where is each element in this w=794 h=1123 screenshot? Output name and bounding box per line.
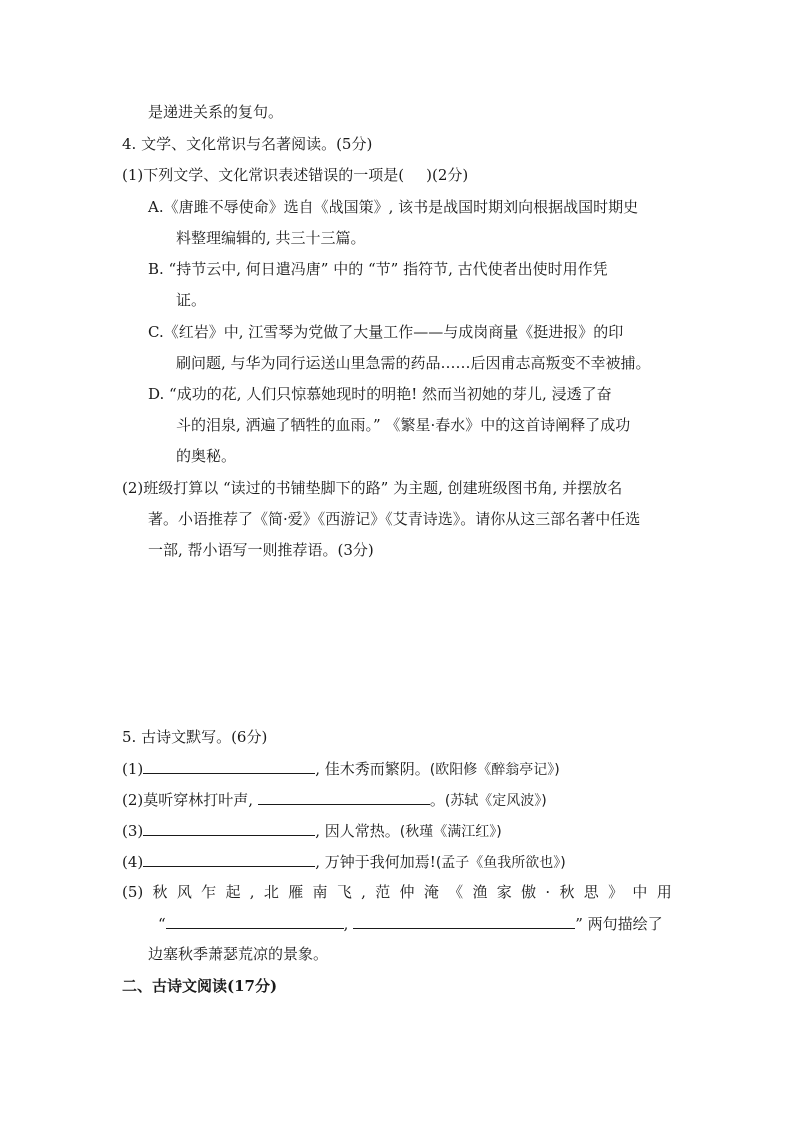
fill-blank[interactable] [143, 758, 315, 774]
char: 《 [448, 883, 464, 901]
question-4-1 [122, 165, 468, 185]
question-5-1 [122, 758, 560, 780]
option-a-line-1: A.《唐雎不辱使命》选自《战国策》, 该书是战国时期刘向根据战国时期史 [148, 198, 639, 216]
char: 思 [583, 883, 599, 901]
fill-blank[interactable] [353, 913, 575, 929]
question-5-5-line-2 [158, 913, 663, 934]
char: 淹 [423, 883, 439, 901]
question-5-5-line-3: 边塞秋季萧瑟荒凉的景象。 [148, 945, 329, 963]
char: 秋 [559, 883, 575, 901]
char: 雁 [288, 883, 304, 901]
fill-blank[interactable] [143, 820, 315, 836]
char: 北 [263, 883, 279, 901]
item-number: (1) [122, 760, 144, 778]
quote-open: “ [158, 915, 166, 933]
verse-text: (2)莫听穿林打叶声, [122, 791, 254, 809]
item-number: (4) [122, 853, 144, 871]
char: 风 [176, 883, 192, 901]
question-4-2-line-3: 一部, 帮小语写一则推荐语。(3分) [148, 541, 374, 559]
fill-blank[interactable] [166, 913, 344, 929]
char: · [545, 883, 551, 901]
question-5-4 [122, 851, 566, 873]
char: 家 [496, 883, 512, 901]
option-b-line-1: B. “持节云中, 何日遣冯唐” 中的 “节” 指符节, 古代使者出使时用作凭 [148, 260, 608, 278]
char: 南 [312, 883, 328, 901]
verse-text: , 因人常热。 [315, 822, 400, 840]
char: 渔 [472, 883, 488, 901]
option-c-line-1: C.《红岩》中, 江雪琴为党做了大量工作——与成岗商量《挺进报》的印 [148, 323, 624, 341]
verse-text: , 佳木秀而繁阴。 [315, 760, 430, 778]
char: 仲 [399, 883, 415, 901]
text-line: 是递进关系的复句。 [148, 103, 284, 121]
char: 乍 [201, 883, 217, 901]
question-5-5-line-1 [122, 882, 672, 902]
question-4-2-line-2: 著。小语推荐了《简·爱》《西游记》《艾青诗选》。请你从这三部名著中任选 [148, 510, 641, 528]
question-4-title: 4. 文学、文化常识与名著阅读。(5分) [122, 135, 373, 153]
char: , [249, 883, 255, 901]
verse-source: (苏轼《定风波》) [444, 793, 547, 809]
option-a-line-2: 料整理编辑的, 共三十三篇。 [176, 229, 366, 247]
quote-close-text: ” 两句描绘了 [575, 915, 663, 933]
option-d-line-1: D. “成功的花, 人们只惊慕她现时的明艳! 然而当初她的芽儿, 浸透了奋 [148, 385, 612, 403]
option-c-line-2: 刷问题, 与华为同行运送山里急需的药品……后因甫志高叛变不幸被捕。 [176, 354, 651, 372]
fill-blank[interactable] [258, 789, 430, 805]
char: 傲 [521, 883, 537, 901]
verse-text: , 万钟于我何加焉! [315, 853, 436, 871]
fill-blank[interactable] [143, 851, 315, 867]
verse-source: (欧阳修《醉翁亭记》) [429, 762, 560, 778]
verse-text: 。 [429, 791, 445, 809]
char: 范 [375, 883, 391, 901]
char: 用 [656, 883, 672, 901]
char: 中 [632, 883, 648, 901]
char: 起 [225, 883, 241, 901]
section-2-title: 二、古诗文阅读(17分) [122, 977, 278, 995]
char: (5) [122, 883, 144, 901]
verse-source: (秋瑾《满江红》) [399, 824, 502, 840]
option-b-line-2: 证。 [176, 291, 207, 309]
question-4-2-line-1: (2)班级打算以 “读过的书铺垫脚下的路” 为主题, 创建班级图书角, 并摆放名 [122, 479, 623, 497]
question-5-title: 5. 古诗文默写。(6分) [122, 728, 268, 746]
char: , [361, 883, 366, 901]
verse-source: (孟子《鱼我所欲也》) [435, 855, 566, 871]
char: 秋 [152, 883, 168, 901]
comma: , [343, 915, 349, 933]
item-number: (3) [122, 822, 144, 840]
question-4-1-score: )(2分) [426, 166, 469, 184]
question-5-2 [122, 789, 547, 811]
question-4-1-stem: (1)下列文学、文化常识表述错误的一项是( [122, 166, 405, 184]
char: 飞 [336, 883, 352, 901]
option-d-line-2: 斗的泪泉, 洒遍了牺牲的血雨。” 《繁星·春水》中的这首诗阐释了成功 [176, 416, 631, 434]
question-5-3 [122, 820, 502, 842]
char: 》 [608, 883, 624, 901]
option-d-line-3: 的奥秘。 [176, 447, 237, 465]
